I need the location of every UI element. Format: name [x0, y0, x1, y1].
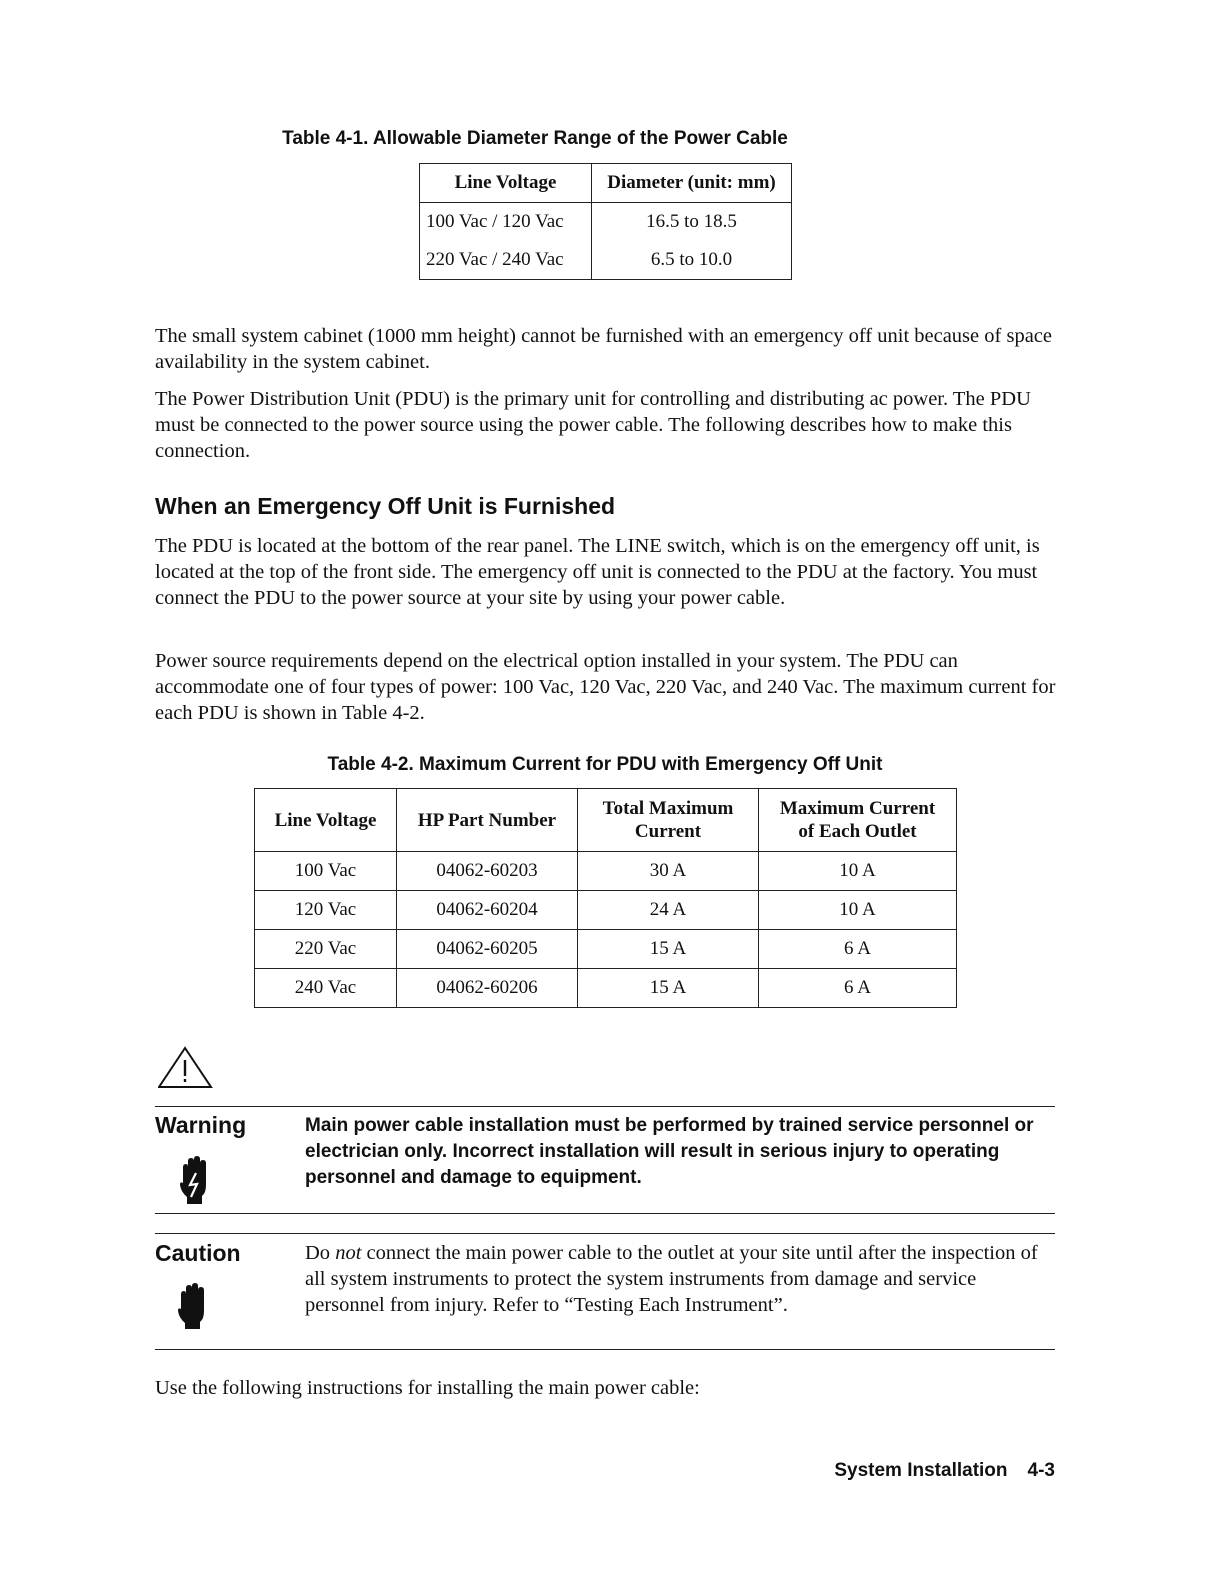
table-cell: 30 A — [578, 852, 759, 891]
paragraph-location: The PDU is located at the bottom of the rear panel. The LINE switch, which is on the emergency off unit, is located at the top of the front side. The emergency off unit is connected to the PDU at the factory. You must connect the PDU to the power source at your site by using your power cable. — [155, 535, 1040, 609]
hand-stop-icon — [176, 1282, 210, 1330]
divider — [155, 1106, 1055, 1107]
page-footer — [834, 1460, 1055, 1482]
paragraph-pdu: The Power Distribution Unit (PDU) is the primary unit for controlling and distributing ac power. The PDU must be connected to the power source using the power cable. The following describes how to make this connection. — [155, 388, 1031, 462]
table-cell: 220 Vac — [255, 930, 397, 969]
table-cell: 04062-60203 — [397, 852, 578, 891]
caution-label: Caution — [155, 1240, 241, 1266]
table2-caption: Table 4-2. Maximum Current for PDU with Emergency Off Unit — [327, 754, 883, 775]
warning-text: Main power cable installation must be performed by trained service personnel or electrician only. Incorrect installation will result in serious injury to operating personnel and damage to equipment. — [305, 1115, 1034, 1188]
table-row — [255, 930, 957, 969]
table-cell: 100 Vac / 120 Vac — [420, 203, 592, 242]
current-table — [254, 788, 957, 1008]
column-header: Diameter (unit: mm) — [592, 164, 792, 203]
warning-triangle-icon — [158, 1046, 214, 1090]
paragraph-cabinet: The small system cabinet (1000 mm height) cannot be furnished with an emergency off unit because of space availability in the system cabinet. — [155, 325, 1052, 373]
table-row — [420, 203, 792, 242]
footer-section: System Installation — [834, 1460, 1008, 1481]
table-cell: 6 A — [759, 969, 957, 1008]
hand-shock-icon — [178, 1155, 212, 1205]
table-cell: 120 Vac — [255, 891, 397, 930]
table-header-row — [255, 789, 957, 852]
table-cell: 04062-60205 — [397, 930, 578, 969]
table-header-row — [420, 164, 792, 203]
table-row — [255, 852, 957, 891]
closing-paragraph: Use the following instructions for installing the main power cable: — [155, 1377, 700, 1399]
page-number: 4-3 — [1027, 1460, 1055, 1481]
section-heading: When an Emergency Off Unit is Furnished — [155, 493, 616, 519]
warning-label: Warning — [155, 1112, 247, 1138]
table-cell: 15 A — [578, 969, 759, 1008]
table-cell: 15 A — [578, 930, 759, 969]
table-cell: 10 A — [759, 852, 957, 891]
column-header: Line Voltage — [420, 164, 592, 203]
caution-text: Do not connect the main power cable to the outlet at your site until after the inspection of all system instruments to protect the system instruments from damage and service personnel from injury. Refer to “Testing Each Instrument”. — [305, 1242, 1038, 1316]
divider — [155, 1349, 1055, 1350]
table-row — [255, 969, 957, 1008]
table-cell: 220 Vac / 240 Vac — [420, 241, 592, 280]
divider — [155, 1233, 1055, 1234]
table-cell: 24 A — [578, 891, 759, 930]
table-cell: 6 A — [759, 930, 957, 969]
column-header: HP Part Number — [397, 789, 578, 852]
divider — [155, 1213, 1055, 1214]
table-cell: 100 Vac — [255, 852, 397, 891]
paragraph-requirements: Power source requirements depend on the electrical option installed in your system. The PDU can accommodate one of four types of power: 100 Vac, 120 Vac, 220 Vac, and 240 Vac. The maximum current for each PDU is shown in Table 4-2. — [155, 650, 1056, 724]
table1-caption: Table 4-1. Allowable Diameter Range of the Power Cable — [282, 128, 788, 149]
column-header: Line Voltage — [255, 789, 397, 852]
table-cell: 6.5 to 10.0 — [592, 241, 792, 280]
table-row — [255, 891, 957, 930]
table-cell: 04062-60206 — [397, 969, 578, 1008]
diameter-table — [419, 163, 792, 280]
table-cell: 10 A — [759, 891, 957, 930]
table-cell: 04062-60204 — [397, 891, 578, 930]
table-cell: 240 Vac — [255, 969, 397, 1008]
table-cell: 16.5 to 18.5 — [592, 203, 792, 242]
column-header: Total Maximum Current — [578, 789, 759, 852]
column-header: Maximum Current of Each Outlet — [759, 789, 957, 852]
table-row — [420, 241, 792, 280]
